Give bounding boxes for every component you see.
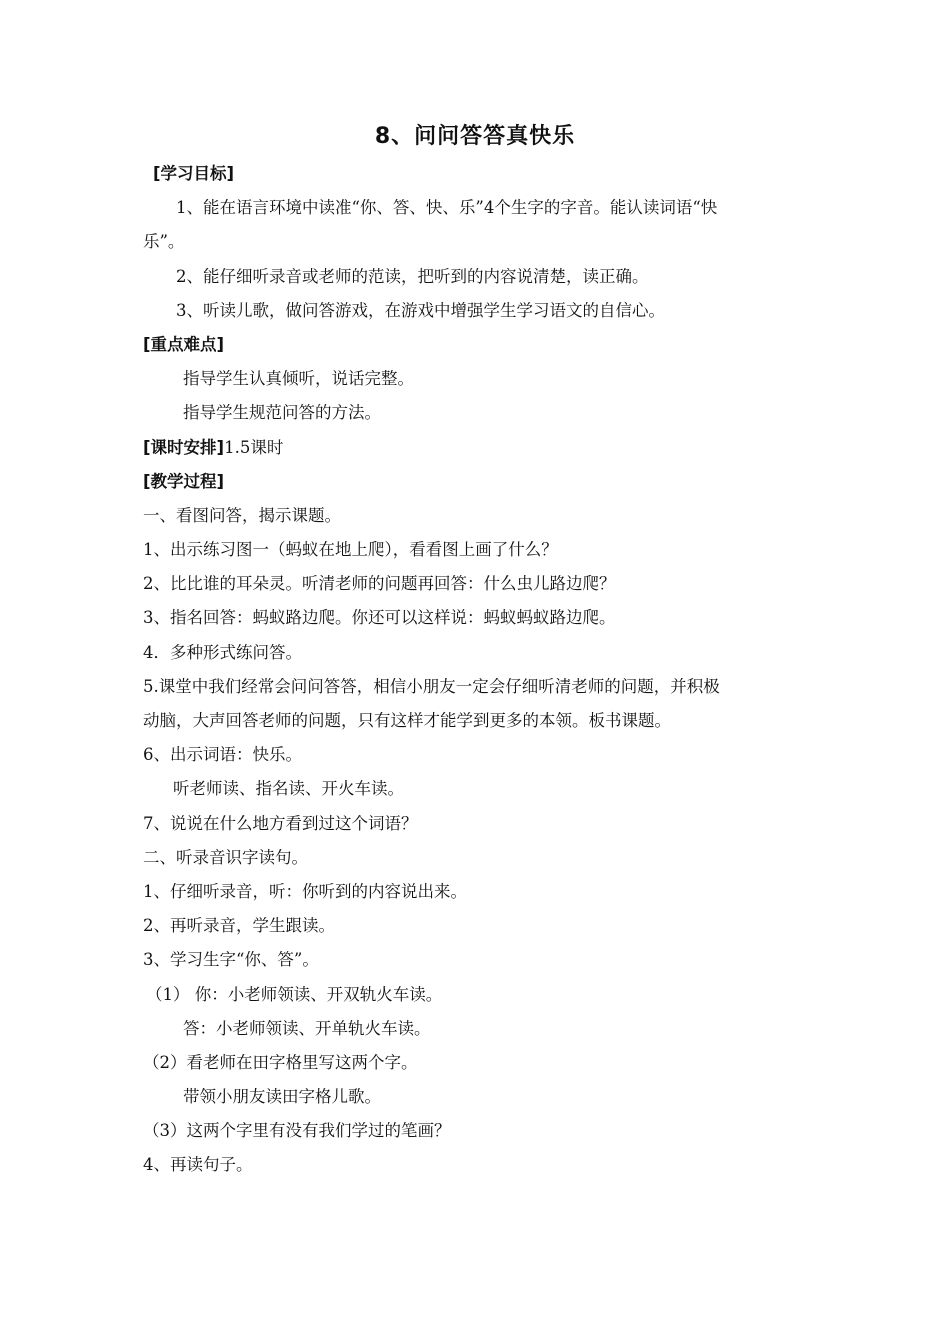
- process-line: 4、再读句子。: [143, 1155, 253, 1175]
- process-subline: 带领小朋友读田字格儿歌。: [183, 1087, 381, 1107]
- process-line: 6、出示词语：快乐。: [143, 745, 302, 765]
- process-subline: 听老师读、指名读、开火车读。: [173, 779, 404, 799]
- process-line: 7、说说在什么地方看到过这个词语？: [143, 813, 418, 833]
- schedule-heading: [课时安排]: [143, 437, 225, 457]
- goal-item-1-continued: 乐”。: [143, 232, 185, 252]
- document-body: [143, 157, 823, 1183]
- process-subline: （3）这两个字里有没有我们学过的笔画？: [143, 1121, 451, 1141]
- process-line: 3、指名回答：蚂蚁路边爬。你还可以这样说：蚂蚁蚂蚁路边爬。: [143, 608, 616, 628]
- schedule-value: 1.5课时: [224, 437, 284, 457]
- process-line: 一、看图问答，揭示课题。: [143, 505, 341, 525]
- process-subline: 答：小老师领读、开单轨火车读。: [183, 1018, 431, 1038]
- page-title: 8、问问答答真快乐: [374, 124, 576, 149]
- process-line: 1、出示练习图一（蚂蚁在地上爬），看看图上画了什么？: [143, 540, 558, 560]
- process-line-continued: 动脑，大声回答老师的问题，只有这样才能学到更多的本领。板书课题。: [143, 711, 671, 730]
- key-point-1: 指导学生认真倾听，说话完整。: [183, 369, 414, 389]
- goal-item-3: 3、听读儿歌，做问答游戏，在游戏中增强学生学习语文的自信心。: [176, 300, 665, 320]
- schedule-line: [143, 431, 823, 465]
- process-subline: （1） 你：小老师领读、开双轨火车读。: [146, 984, 443, 1004]
- process-line: 2、再听录音，学生跟读。: [143, 916, 335, 936]
- process-line: 1、仔细听录音，听：你听到的内容说出来。: [143, 881, 467, 901]
- process-line: 3、学习生字“你、答”。: [143, 950, 319, 970]
- goal-item-1: 1、能在语言环境中读准“你、答、快、乐”4个生字的字音。能认读词语“快: [176, 198, 718, 218]
- process-heading: [教学过程]: [143, 471, 225, 491]
- process-subline: （2）看老师在田字格里写这两个字。: [143, 1052, 418, 1072]
- goals-heading: [学习目标]: [153, 164, 235, 183]
- process-line: 5.课堂中我们经常会问问答答，相信小朋友一定会仔细听清老师的问题，并积极: [143, 676, 720, 696]
- key-points-heading: [重点难点]: [143, 334, 225, 354]
- process-line: 4．多种形式练问答。: [143, 642, 302, 662]
- process-line: 二、听录音识字读句。: [143, 847, 308, 867]
- goal-item-2: 2、能仔细听录音或老师的范读，把听到的内容说清楚，读正确。: [176, 266, 649, 286]
- process-line: 2、比比谁的耳朵灵。听清老师的问题再回答：什么虫儿路边爬？: [143, 574, 616, 594]
- key-point-2: 指导学生规范问答的方法。: [183, 403, 381, 423]
